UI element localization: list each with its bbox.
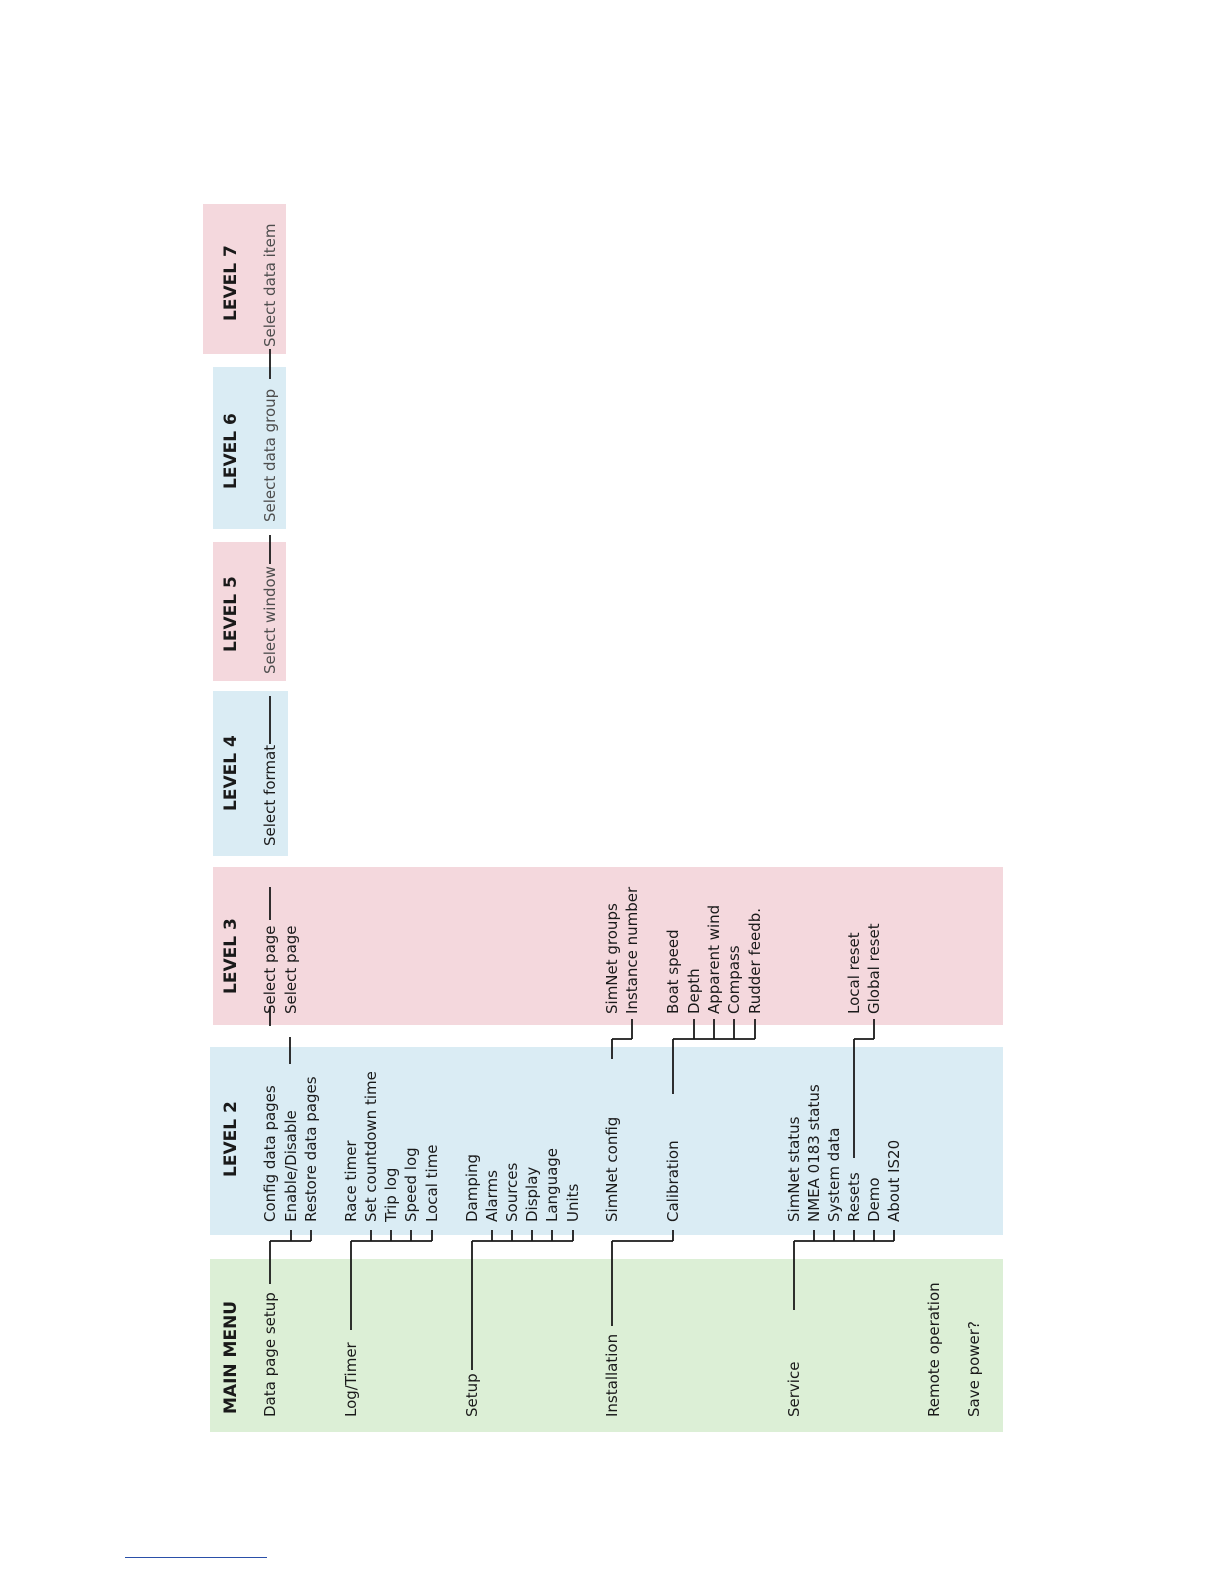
l7-select-data-item: Select data item (261, 223, 279, 347)
level2-header: LEVEL 2 (221, 1101, 241, 1177)
l2-simnet-config: SimNet config (603, 1116, 621, 1222)
l2-enable-disable: Enable/Disable (282, 1110, 300, 1222)
l2-system-data: System data (825, 1127, 843, 1222)
l2-trip-log: Trip log (382, 1167, 400, 1222)
main-item-remote-operation: Remote operation (925, 1282, 943, 1417)
l3-local-reset: Local reset (845, 932, 863, 1014)
l3-depth: Depth (685, 968, 703, 1014)
level6-header: LEVEL 6 (221, 413, 241, 489)
main-item-service: Service (785, 1361, 803, 1417)
l2-alarms: Alarms (483, 1170, 501, 1222)
l3-boat-speed: Boat speed (664, 929, 682, 1014)
main-item-data-page-setup: Data page setup (261, 1292, 279, 1417)
l3-select-page-enable: Select page (282, 925, 300, 1014)
level5-header: LEVEL 5 (221, 576, 241, 652)
l3-compass: Compass (725, 945, 743, 1014)
l3-rudder-feedb: Rudder feedb. (746, 907, 764, 1014)
l6-select-data-group: Select data group (261, 388, 279, 522)
l2-simnet-status: SimNet status (785, 1116, 803, 1222)
l5-select-window: Select window (261, 566, 279, 674)
l2-language: Language (543, 1147, 561, 1222)
l2-local-time: Local time (423, 1144, 441, 1222)
l2-resets: Resets (845, 1172, 863, 1222)
main-menu-header: MAIN MENU (221, 1300, 241, 1414)
l2-config-data-pages: Config data pages (261, 1085, 279, 1222)
l2-nmea-0183-status: NMEA 0183 status (805, 1084, 823, 1222)
main-item-save-power: Save power? (965, 1321, 983, 1417)
footer-rule (125, 1557, 267, 1558)
l2-units: Units (564, 1183, 582, 1222)
main-item-log-timer: Log/Timer (342, 1342, 360, 1417)
l2-about-is20: About IS20 (885, 1139, 903, 1222)
l3-apparent-wind: Apparent wind (705, 904, 723, 1014)
l3-instance-number: Instance number (623, 886, 641, 1014)
level4-header: LEVEL 4 (221, 735, 241, 811)
l2-demo: Demo (865, 1177, 883, 1222)
l2-race-timer: Race timer (342, 1140, 360, 1222)
level7-header: LEVEL 7 (221, 245, 241, 321)
l3-simnet-groups: SimNet groups (603, 903, 621, 1014)
l3-select-page-config: Select page (261, 925, 279, 1014)
main-item-setup: Setup (463, 1373, 481, 1417)
l4-select-format: Select format (261, 744, 279, 846)
level3-header: LEVEL 3 (221, 918, 241, 994)
l2-set-countdown-time: Set countdown time (362, 1071, 380, 1222)
l2-speed-log: Speed log (402, 1147, 420, 1222)
l2-display: Display (523, 1166, 541, 1222)
l2-restore-data-pages: Restore data pages (302, 1076, 320, 1222)
l2-damping: Damping (463, 1153, 481, 1222)
l2-calibration: Calibration (664, 1140, 682, 1222)
main-item-installation: Installation (603, 1333, 621, 1417)
l3-global-reset: Global reset (865, 923, 883, 1014)
l2-sources: Sources (503, 1162, 521, 1222)
